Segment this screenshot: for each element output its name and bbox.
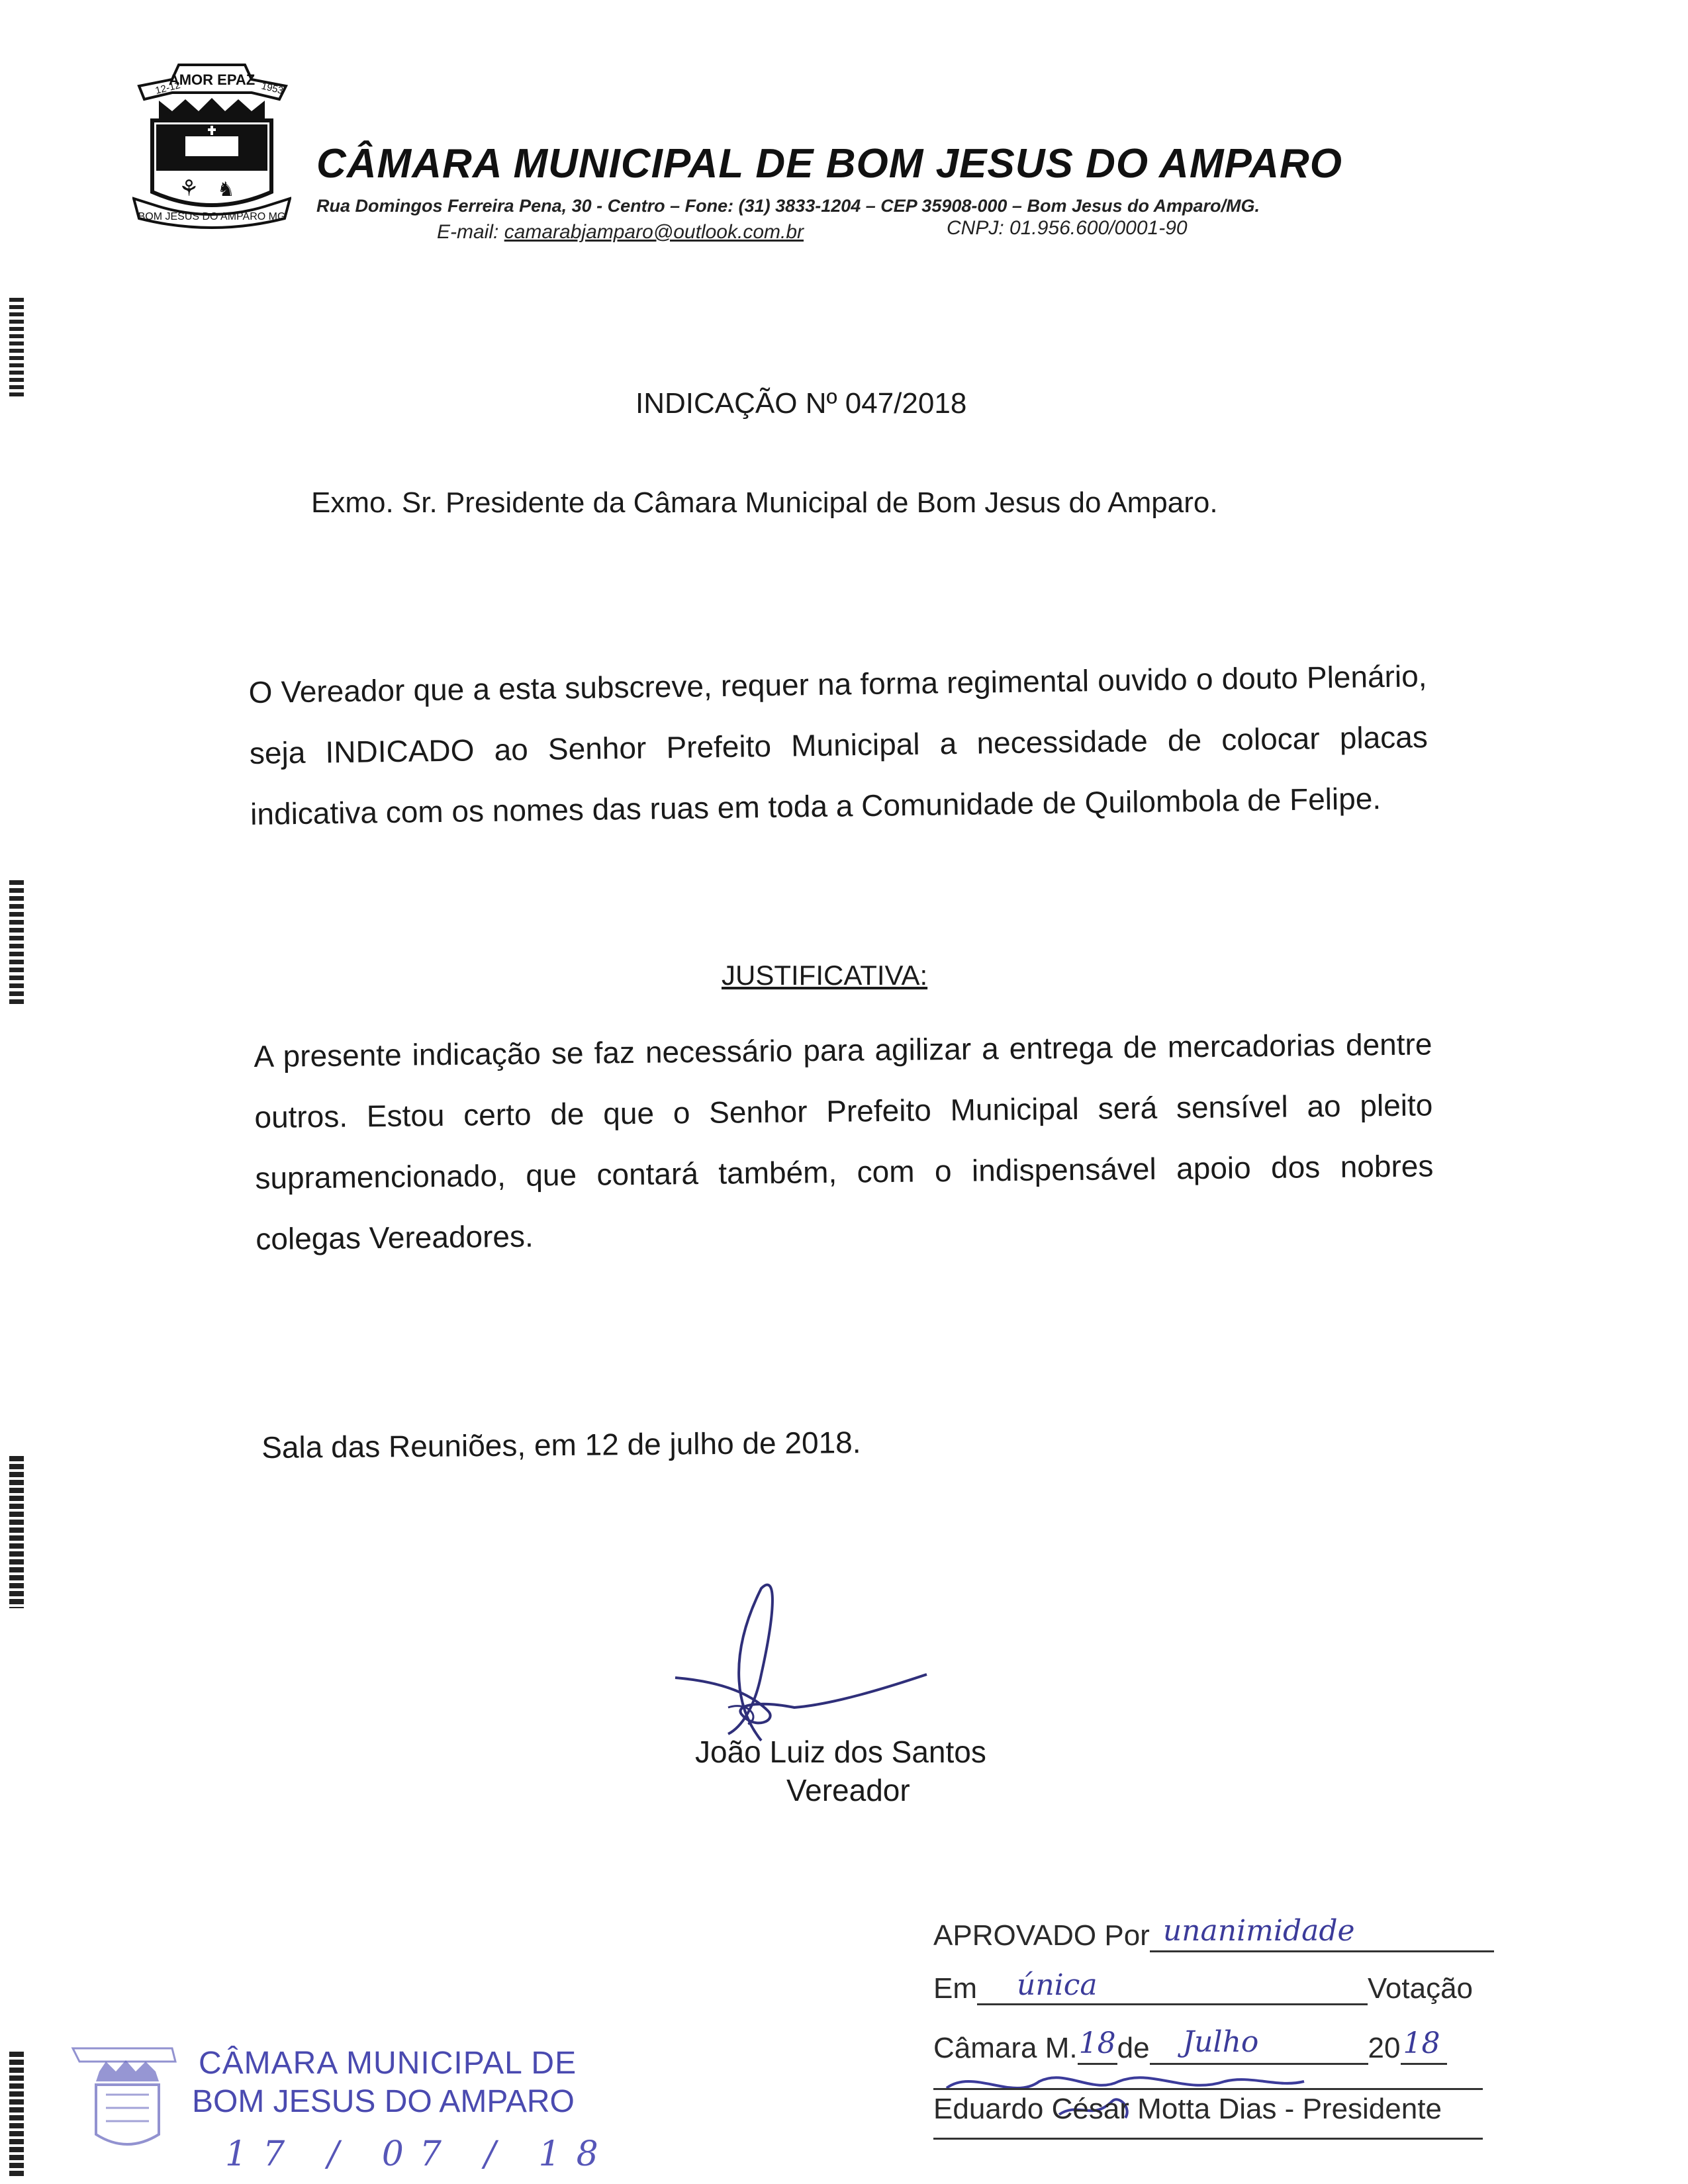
in-label: Em: [933, 1972, 977, 2005]
svg-text:1953: 1953: [260, 80, 285, 97]
vote-label: Votação: [1368, 1972, 1474, 2005]
approval-block: [933, 1914, 1483, 2158]
vote-value: única: [1017, 1968, 1098, 2002]
svg-text:12-12: 12-12: [154, 79, 182, 97]
email-link[interactable]: camarabjamparo@outlook.com.br: [504, 221, 804, 243]
email-label: E-mail:: [437, 221, 504, 243]
justification-paragraph: A presente indicação se faz necessário para agilizar a entrega de mercadorias dentre outros. Estou certo de que o Senhor Prefeito Municipal será sensível ao pleito supramencionado, que contará também, com o indispensável apoio dos nobres colegas Vereadores.: [254, 1026, 1434, 1256]
justification-heading: JUSTIFICATIVA:: [722, 960, 928, 991]
scan-edge-artifact: [9, 880, 24, 1006]
signer-role: Vereador: [786, 1773, 910, 1807]
scan-edge-artifact: [9, 2052, 24, 2177]
day-value: 18: [1078, 2026, 1116, 2060]
month-field: [1150, 2025, 1368, 2065]
approved-by-field: [1150, 1914, 1494, 1952]
chamber-address: Rua Domingos Ferreira Pena, 30 - Centro – Fone: (31) 3833-1204 – CEP 35908-000 – Bom Jesus do Amparo/MG.: [316, 196, 1260, 216]
camara-label: Câmara M.: [933, 2032, 1078, 2064]
approval-line-date: [933, 2025, 1447, 2065]
date-line: Sala das Reuniões, em 12 de julho de 2018.: [261, 1425, 861, 1465]
svg-text:BOM JESUS DO AMPARO MG: BOM JESUS DO AMPARO MG: [138, 211, 286, 222]
document-number: INDICAÇÃO Nº 047/2018: [635, 387, 967, 420]
year-field: [1401, 2026, 1447, 2065]
email-line: [437, 221, 804, 244]
de-label: de: [1117, 2032, 1150, 2064]
municipal-crest-logo: [132, 60, 291, 232]
approval-line-vote: [933, 1968, 1474, 2005]
approved-by-label: APROVADO Por: [933, 1919, 1150, 1952]
handwritten-signature: [662, 1575, 940, 1747]
stamp-line-2: BOM JESUS DO AMPARO: [192, 2084, 575, 2119]
month-value: Julho: [1182, 2025, 1259, 2059]
approval-line-approved: [933, 1914, 1494, 1952]
approved-by-value: unanimidade: [1162, 1914, 1355, 1948]
scan-edge-artifact: [9, 1456, 24, 1608]
signer-name: João Luiz dos Santos: [695, 1735, 986, 1769]
salutation: Exmo. Sr. Presidente da Câmara Municipal de Bom Jesus do Amparo.: [311, 486, 1218, 519]
signature-line: [933, 2088, 1483, 2090]
stamp-date: 17 / 07 / 18: [225, 2134, 614, 2174]
president-name: Eduardo César Motta Dias - Presidente: [933, 2093, 1442, 2125]
svg-text:♞: ♞: [217, 178, 235, 201]
year-prefix: 20: [1368, 2032, 1401, 2064]
scan-edge-artifact: [9, 298, 24, 397]
request-paragraph: O Vereador que a esta subscreve, requer na forma regimental ouvido o douto Plenário, seja INDICADO ao Senhor Prefeito Municipal a necessidade de colocar placas indicativa com os nomes das ruas em toda a Comunidade de Quilombola de Felipe.: [248, 659, 1429, 831]
bottom-rule: [933, 2138, 1483, 2140]
svg-text:⚘: ⚘: [179, 175, 199, 202]
svg-text:AMOR EPAZ: AMOR EPAZ: [168, 71, 256, 88]
stamp-line-1: CÂMARA MUNICIPAL DE: [199, 2046, 577, 2081]
cnpj-text: CNPJ: 01.956.600/0001-90: [947, 217, 1188, 239]
day-field: [1078, 2026, 1117, 2065]
vote-field: [977, 1968, 1368, 2005]
year-value: 18: [1403, 2026, 1440, 2060]
chamber-title: CÂMARA MUNICIPAL DE BOM JESUS DO AMPARO: [316, 141, 1343, 187]
